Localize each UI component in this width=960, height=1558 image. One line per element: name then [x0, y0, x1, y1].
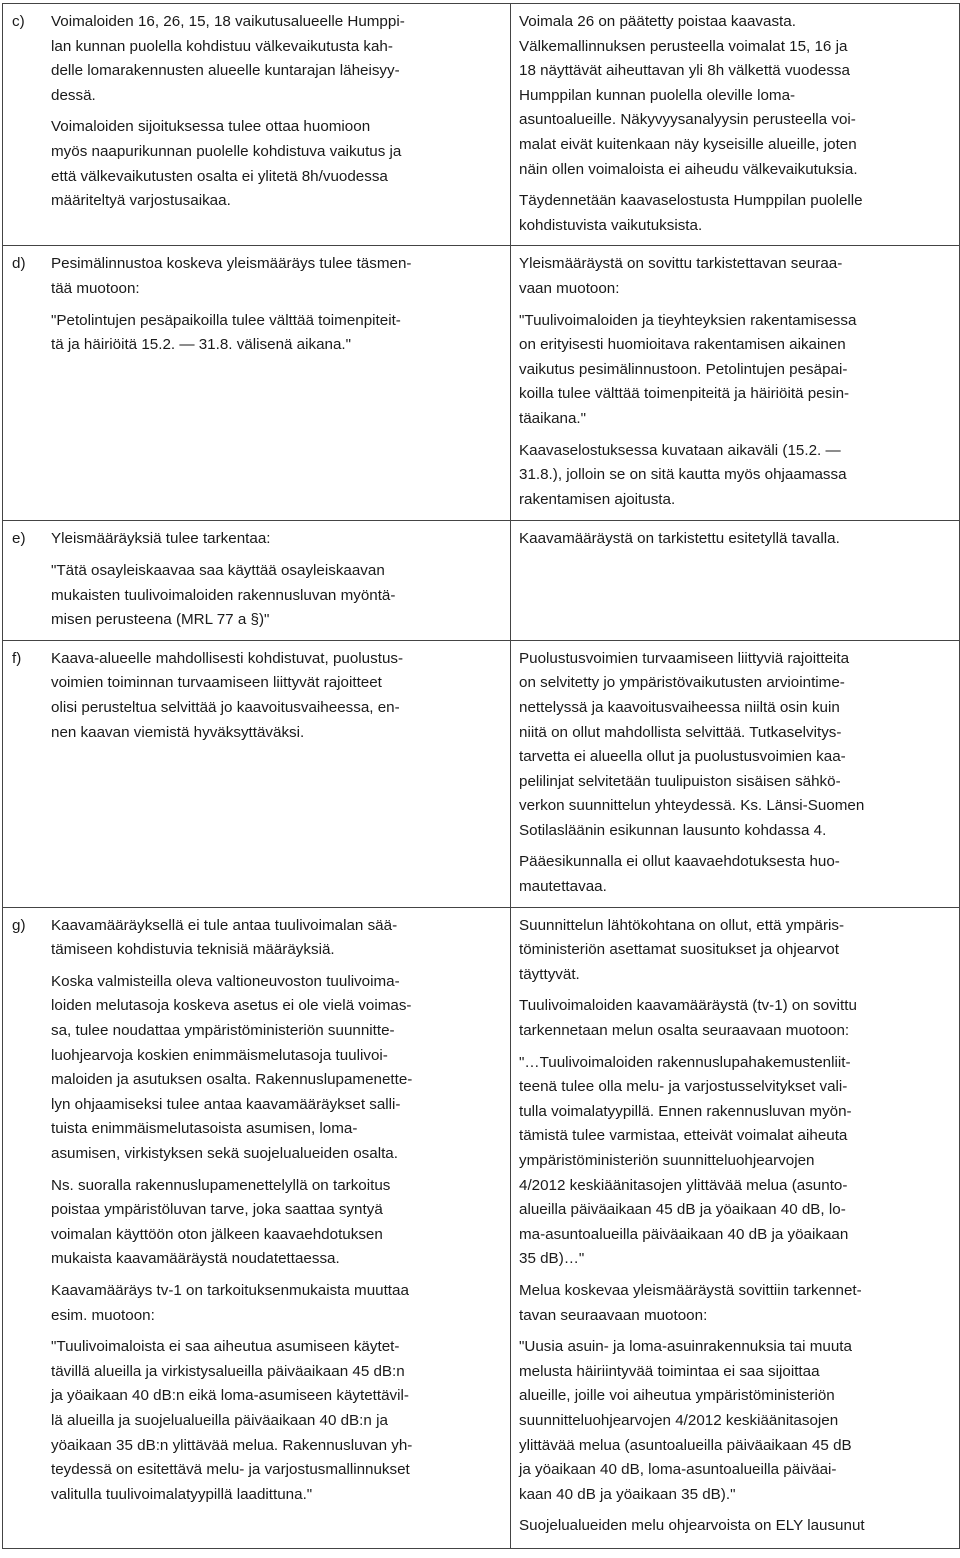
response-cell	[511, 907, 960, 1548]
response-paragraph: Pääesikunnalla ei ollut kaavaehdotuksesta huo- mautettavaa.	[519, 853, 840, 896]
response-paragraph: Voimala 26 on päätetty poistaa kaavasta. Välkemallinnuksen perusteella voimalat 15, 16 ja 18 näyttävät aiheuttavan yli 8h välkettä vuodessa Humppilan kunnan puolella oleville loma- asuntoalueille. Näkyvyysanalyysin perusteella voi- malat eivät kuitenkaan näy kyseisille alueille, joten näin ollen voimaloista ei aiheudu välkevaikutuksia.	[519, 13, 858, 178]
item-label: g)	[12, 916, 26, 934]
comment-paragraph: Kaavamääräyksellä ei tule antaa tuulivoimalan sää- tämiseen kohdistuvia teknisiä määräyksiä.	[51, 916, 398, 959]
comment-cell	[3, 907, 511, 1548]
comment-paragraph: "Petolintujen pesäpaikoilla tulee välttää toimenpiteit- tä ja häiriöitä 15.2. — 31.8. välisenä aikana."	[51, 311, 401, 354]
comment-paragraph: Ns. suoralla rakennuslupamenettelyllä on tarkoitus poistaa ympäristöluvan tarve, joka saattaa syntyä voimalan käyttöön oton jälkeen kaavaehdotuksen mukaista kaavamääräystä noudatettaessa.	[51, 1176, 391, 1268]
item-label: f)	[12, 649, 22, 667]
table-row	[3, 521, 960, 640]
item-label: e)	[12, 530, 26, 548]
table-row	[3, 246, 960, 521]
comment-paragraph: Koska valmisteilla oleva valtioneuvoston tuulivoima- loiden melutasoja koskeva asetus ei ole vielä voimas- sa, tulee noudattaa ympäristöministeriön suunnitte- luohjearvoja koskien enimmäismelutasoja tuulivoi- maloiden ja asutuksen osalta. Rakennuslupamenette- lyn ohjaamiseksi tulee antaa kaavamääräykset salli- tuista enimmäismelutasoista asumisen, loma- asumisen, virkistyksen sekä suojelualueiden osalta.	[51, 972, 413, 1162]
table-row	[3, 640, 960, 907]
comment-paragraph: Kaavamääräys tv-1 on tarkoituksenmukaista muuttaa esim. muotoon:	[51, 1281, 409, 1324]
comment-paragraph: "Tuulivoimaloista ei saa aiheutua asumiseen käytet- tävillä alueilla ja virkistysalueilla päiväaikaan 45 dB:n ja yöaikaan 40 dB:n eikä loma-asumiseen käytettävil- lä alueilla ja suojelualueilla päiväaikaan 40 dB:n ja yöaikaan 35 dB:n ylittävää melua. Rakennusluvan yh- teydessä on esitettävä melu- ja varjostusmallinnukset valitulla tuulivoimalatyypillä laadittuna."	[51, 1338, 413, 1503]
response-paragraph: "Tuulivoimaloiden ja tieyhteyksien rakentamisessa on erityisesti huomioitava rakentamisen aikainen vaikutus pesimälinnustoon. Petolintujen pesäpai- koilla tulee välttää toimenpiteitä ja häiriöitä pesin- täaikana."	[519, 311, 857, 427]
response-cell	[511, 640, 960, 907]
response-cell	[511, 521, 960, 640]
response-paragraph: Tuulivoimaloiden kaavamääräystä (tv-1) on sovittu tarkennetaan melun osalta seuraavaan muotoon:	[519, 997, 857, 1040]
comment-paragraph: Yleismääräyksiä tulee tarkentaa:	[51, 530, 271, 548]
comment-cell	[3, 246, 511, 521]
comment-cell	[3, 640, 511, 907]
comment-cell	[3, 4, 511, 246]
comment-paragraph: Voimaloiden sijoituksessa tulee ottaa huomioon myös naapurikunnan puolelle kohdistuva vaikutus ja että välkevaikutusten osalta ei ylitetä 8h/vuodessa määriteltyä varjostusaikaa.	[51, 118, 402, 210]
comment-paragraph: Voimaloiden 16, 26, 15, 18 vaikutusalueelle Humppi- lan kunnan puolella kohdistuu välkevaikutusta kah- delle lomarakennusten alueelle kuntarajan läheisyy- dessä.	[51, 13, 405, 104]
response-paragraph: Yleismääräystä on sovittu tarkistettavan seuraa- vaan muotoon:	[519, 255, 843, 297]
comment-paragraph: Pesimälinnustoa koskeva yleismääräys tulee täsmen- tää muotoon:	[51, 255, 412, 297]
comment-cell	[3, 521, 511, 640]
comment-response-table	[2, 3, 960, 1549]
response-paragraph: Kaavamääräystä on tarkistettu esitetyllä tavalla.	[519, 530, 840, 548]
table-row	[3, 4, 960, 246]
response-paragraph: Suojelualueiden melu ohjearvoista on ELY lausunut	[519, 1517, 865, 1535]
response-paragraph: Suunnittelun lähtökohtana on ollut, että ympäris- töministeriön asettamat suositukset ja ohjearvot täyttyvät.	[519, 916, 845, 983]
comment-paragraph: Kaava-alueelle mahdollisesti kohdistuvat, puolustus- voimien toiminnan turvaamiseen liittyvät rajoitteet olisi perusteltua selvittää jo kaavoitusvaiheessa, en- nen kaavan viemistä hyväksyttäväksi.	[51, 649, 404, 741]
comment-paragraph: "Tätä osayleiskaavaa saa käyttää osayleiskaavan mukaisten tuulivoimaloiden rakennusluvan myöntä- misen perusteena (MRL 77 a §)"	[51, 561, 396, 629]
item-label: d)	[12, 255, 26, 273]
response-paragraph: Melua koskevaa yleismääräystä sovittiin tarkennet- tavan seuraavaan muotoon:	[519, 1281, 862, 1324]
response-cell	[511, 4, 960, 246]
response-paragraph: Kaavaselostuksessa kuvataan aikaväli (15.2. — 31.8.), jolloin se on sitä kautta myös ohjaamassa rakentamisen ajoitusta.	[519, 441, 847, 508]
item-label: c)	[12, 13, 25, 30]
response-cell	[511, 246, 960, 521]
response-paragraph: Täydennetään kaavaselostusta Humppilan puolelle kohdistuvista vaikutuksista.	[519, 192, 863, 234]
response-paragraph: "Uusia asuin- ja loma-asuinrakennuksia tai muuta melusta häiriintyvää toimintaa ei saa sijoittaa alueille, joille voi aiheutua ympäristöministeriön suunnitteluohjearvojen 4/2012 keskiäänitasojen ylittävää melua (asuntoalueilla päiväaikaan 45 dB ja yöaikaan 40 dB, loma-asuntoalueilla päiväai- kaan 40 dB ja yöaikaan 35 dB)."	[519, 1338, 852, 1503]
response-paragraph: "…Tuulivoimaloiden rakennuslupahakemustenliit- teenä tulee olla melu- ja varjostusselvitykset vali- tulla voimalatyypillä. Ennen rakennusluvan myön- tämistä tulee varmistaa, etteivät voimalat aiheuta ympäristöministeriön suunnitteluohjearvojen 4/2012 keskiäänitasojen ylittävää melua (asunto- alueilla päiväaikaan 45 dB ja yöaikaan 40 dB, lo- ma-asuntoalueilla päiväaikaan 40 dB ja yöaikaan 35 dB)…"	[519, 1053, 852, 1268]
table-row	[3, 907, 960, 1548]
response-paragraph: Puolustusvoimien turvaamiseen liittyviä rajoitteita on selvitetty jo ympäristövaikutusten arviointime- nettelyssä ja kaavoitusvaiheessa niiltä osin kuin niitä on ollut mahdollista selvittää. Tutkaselvitys- tarvetta ei alueella ollut ja puolustusvoimien kaa- pelilinjat selvitetään tuulipuiston sisäisen sähkö- verkon suunnittelun yhteydessä. Ks. Länsi-Suomen Sotilasläänin esikunnan lausunto kohdassa 4.	[519, 649, 865, 839]
